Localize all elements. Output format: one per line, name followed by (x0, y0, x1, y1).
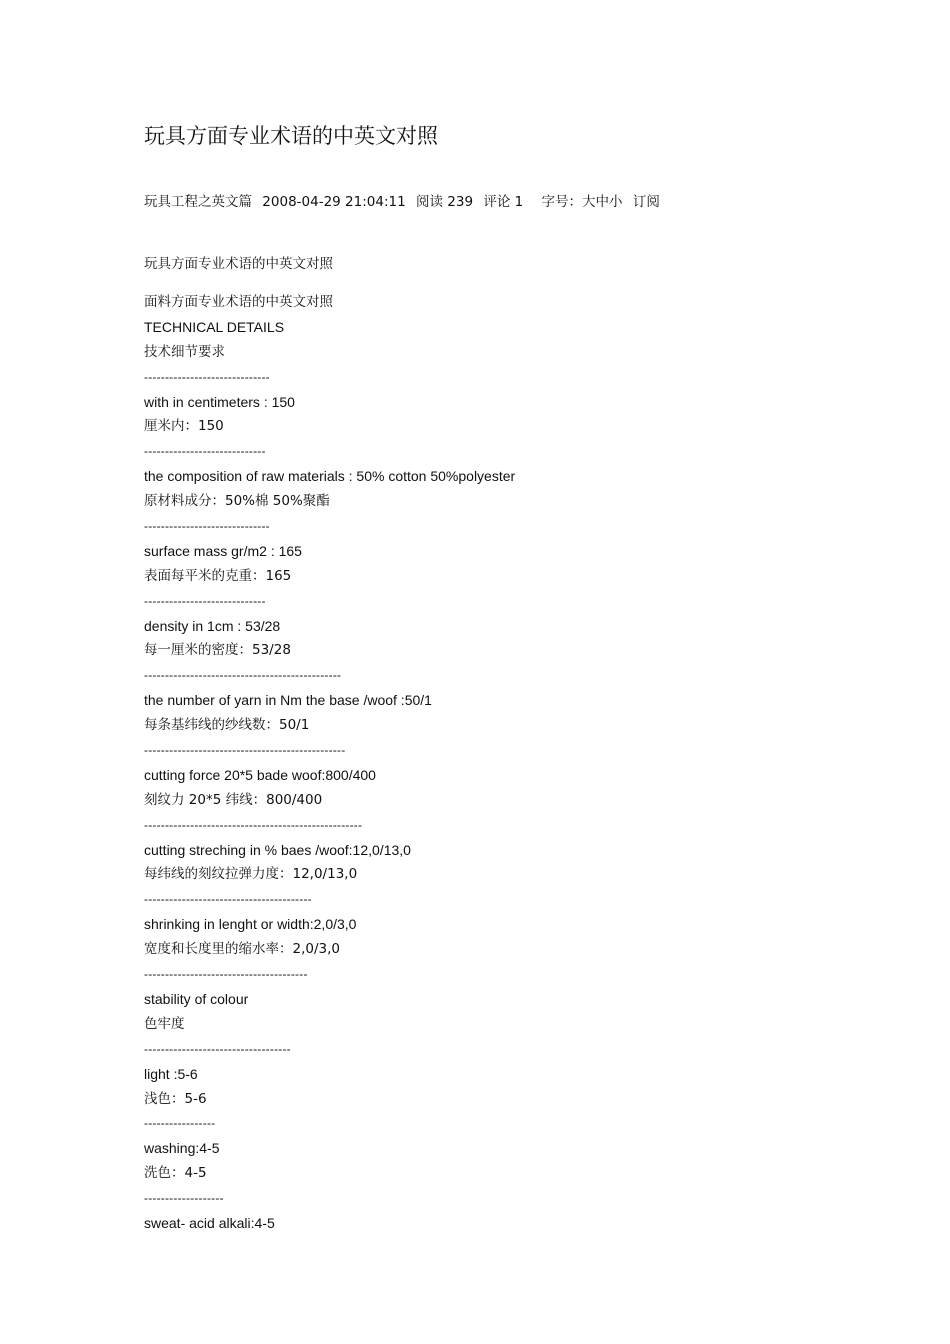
chinese-term: 色牢度 (144, 1015, 185, 1032)
chinese-term: 原材料成分：50%棉 50%聚酯 (144, 493, 330, 510)
separator-line: ------------------- (144, 1191, 224, 1206)
chinese-term: 洗色：4-5 (144, 1165, 207, 1182)
english-term: density in 1cm : 53/28 (144, 617, 281, 634)
page-title: 玩具方面专业术语的中英文对照 (144, 124, 438, 148)
english-term: stability of colour (144, 990, 249, 1007)
english-term: sweat- acid alkali:4-5 (144, 1214, 275, 1231)
chinese-term: 浅色：5-6 (144, 1090, 207, 1107)
chinese-term: 面料方面专业术语的中英文对照 (144, 294, 333, 310)
chinese-term: 每纬线的刻纹拉弹力度：12,0/13,0 (144, 866, 358, 883)
separator-line: ------------------------------ (144, 519, 270, 534)
comment-count[interactable]: 评论 1 (483, 194, 524, 210)
chinese-term: 每条基纬线的纱线数：50/1 (144, 717, 310, 734)
separator-line: ----------------------------------- (144, 1041, 291, 1056)
font-size-switch[interactable]: 字号：大中小 (541, 194, 623, 210)
separator-line: ----------------------------------------------- (144, 668, 342, 683)
chinese-term: 每一厘米的密度：53/28 (144, 642, 291, 659)
article-body (144, 290, 515, 1236)
english-term: cutting force 20*5 bade woof:800/400 (144, 766, 376, 783)
english-term: light :5-6 (144, 1065, 198, 1082)
english-term: TECHNICAL DETAILS (144, 318, 285, 335)
read-count: 阅读 239 (415, 194, 474, 210)
chinese-term: 厘米内：150 (144, 418, 224, 435)
chinese-term: 技术细节要求 (144, 343, 225, 360)
category-link[interactable]: 玩具工程之英文篇 (144, 194, 252, 210)
english-term: with in centimeters : 150 (144, 393, 295, 410)
chinese-term: 刻纹力 20*5 纬线：800/400 (144, 791, 323, 808)
article-intro: 玩具方面专业术语的中英文对照 (144, 256, 333, 272)
english-term: cutting streching in % baes /woof:12,0/13,0 (144, 841, 411, 858)
english-term: washing:4-5 (144, 1140, 220, 1157)
english-term: the number of yarn in Nm the base /woof :50/1 (144, 692, 432, 709)
separator-line: ------------------------------ (144, 369, 270, 384)
english-term: the composition of raw materials : 50% cotton 50%polyester (144, 468, 516, 485)
separator-line: ---------------------------------------------------- (144, 817, 363, 832)
chinese-term: 表面每平米的克重：165 (144, 567, 292, 584)
english-term: shrinking in lenght or width:2,0/3,0 (144, 916, 357, 933)
chinese-term: 宽度和长度里的缩水率：2,0/3,0 (144, 941, 340, 958)
separator-line: ---------------------------------------- (144, 892, 312, 907)
separator-line: --------------------------------------- (144, 967, 308, 982)
separator-line: ----------------------------- (144, 444, 266, 459)
separator-line: ----------------------------- (144, 593, 266, 608)
article-meta (144, 192, 666, 212)
subscribe-link[interactable]: 订阅 (632, 194, 660, 210)
separator-line: ------------------------------------------------ (144, 743, 346, 758)
english-term: surface mass gr/m2 : 165 (144, 542, 302, 559)
post-datetime: 2008-04-29 21:04:11 (262, 194, 406, 210)
separator-line: ----------------- (144, 1116, 216, 1131)
